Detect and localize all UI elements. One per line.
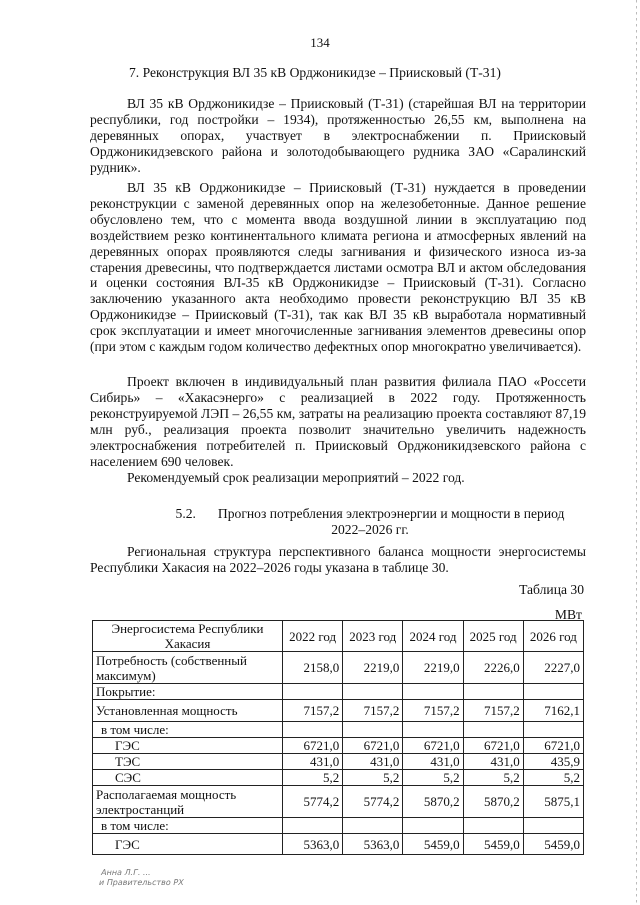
cell-value: 5,2 <box>523 770 583 786</box>
row-label: Располагаемая мощность электростанций <box>93 786 283 818</box>
cell-value: 5459,0 <box>463 834 523 855</box>
cell-value: 5,2 <box>283 770 343 786</box>
cell-value <box>283 818 343 834</box>
row-label: в том числе: <box>93 818 283 834</box>
subsection-title-line1: Прогноз потребления электроэнергии и мощности в период <box>217 506 565 521</box>
power-balance-table <box>92 620 584 855</box>
cell-value: 5,2 <box>343 770 403 786</box>
table-row <box>93 700 584 722</box>
scan-edge-dots <box>636 0 637 905</box>
cell-value: 2226,0 <box>463 652 523 684</box>
header-year: 2023 год <box>343 621 403 652</box>
cell-value: 6721,0 <box>283 738 343 754</box>
cell-value: 5774,2 <box>283 786 343 818</box>
cell-value: 2158,0 <box>283 652 343 684</box>
cell-value: 7157,2 <box>463 700 523 722</box>
cell-value: 2219,0 <box>403 652 463 684</box>
table-row <box>93 722 584 738</box>
cell-value: 5870,2 <box>463 786 523 818</box>
table-row <box>93 754 584 770</box>
cell-value <box>463 818 523 834</box>
row-label: СЭС <box>93 770 283 786</box>
subsection-number: 5.2. <box>175 506 196 521</box>
table-row <box>93 738 584 754</box>
cell-value <box>403 818 463 834</box>
cell-value: 6721,0 <box>463 738 523 754</box>
table-row <box>93 834 584 855</box>
cell-value <box>403 684 463 700</box>
cell-value: 431,0 <box>343 754 403 770</box>
header-year: 2025 год <box>463 621 523 652</box>
cell-value: 5363,0 <box>343 834 403 855</box>
row-label: Потребность (собственный максимум) <box>93 652 283 684</box>
table-row <box>93 684 584 700</box>
cell-value <box>343 684 403 700</box>
cell-value: 2219,0 <box>343 652 403 684</box>
table-units: МВт <box>554 607 582 622</box>
cell-value: 7157,2 <box>403 700 463 722</box>
cell-value <box>523 722 583 738</box>
cell-value: 5,2 <box>403 770 463 786</box>
table-row <box>93 652 584 684</box>
row-label: Установленная мощность <box>93 700 283 722</box>
cell-value: 5459,0 <box>403 834 463 855</box>
cell-value: 7157,2 <box>283 700 343 722</box>
stamp-line-2: и Правительство РХ <box>98 878 185 887</box>
table-row <box>93 818 584 834</box>
cell-value: 431,0 <box>403 754 463 770</box>
cell-value <box>523 818 583 834</box>
signature-stamp <box>98 868 187 888</box>
cell-value: 5363,0 <box>283 834 343 855</box>
cell-value <box>523 684 583 700</box>
intro-paragraph: Региональная структура перспективного баланса мощности энергосистемы Республики Хакасия на 2022–2026 годы указана в таблице 30. <box>90 544 586 575</box>
row-label: ГЭС <box>93 738 283 754</box>
row-label: ГЭС <box>93 834 283 855</box>
table-row <box>93 770 584 786</box>
cell-value <box>283 684 343 700</box>
page-number: 134 <box>310 35 330 50</box>
cell-value <box>463 722 523 738</box>
row-label: ТЭС <box>93 754 283 770</box>
cell-value <box>343 818 403 834</box>
table-header-row <box>93 621 584 652</box>
stamp-line-1: Анна Л.Г. ... <box>100 868 152 877</box>
cell-value: 431,0 <box>283 754 343 770</box>
cell-value: 7162,1 <box>523 700 583 722</box>
cell-value: 2227,0 <box>523 652 583 684</box>
header-year: 2024 год <box>403 621 463 652</box>
paragraph-2: ВЛ 35 кВ Орджоникидзе – Приисковый (Т-31) нуждается в проведении реконструкции с заменой деревянных опор на железобетонные. Данное решение обусловлено тем, что с момента ввода воздушной линии в эксплуатацию под воздействием резко континентального климата региона и атмосферных явлений на деревянных опорах проявляются следы загнивания и физического износа из-за старения древесины, что подтверждается листами осмотра ВЛ и актом обследования и оценки состояния ВЛ-35 кВ Орджоникидзе – Приисковый (Т-31). Согласно заключению указанного акта необходимо провести реконструкцию ВЛ 35 кВ Орджоникидзе – Приисковый (Т-31), так как ВЛ 35 кВ выработала нормативный срок эксплуатации и имеет многочисленные загнивания элементов древесины опор (при этом с каждым годом количество дефектных опор многократно увеличивается). <box>90 180 586 355</box>
cell-value: 7157,2 <box>343 700 403 722</box>
section-heading: 7. Реконструкция ВЛ 35 кВ Орджоникидзе – Приисковый (Т-31) <box>129 65 501 80</box>
cell-value <box>463 684 523 700</box>
table-row <box>93 786 584 818</box>
subsection-title-line2: 2022–2026 гг. <box>331 522 409 537</box>
cell-value: 5459,0 <box>523 834 583 855</box>
cell-value <box>283 722 343 738</box>
cell-value: 5875,1 <box>523 786 583 818</box>
cell-value: 5774,2 <box>343 786 403 818</box>
row-label: Покрытие: <box>93 684 283 700</box>
cell-value: 6721,0 <box>343 738 403 754</box>
cell-value: 435,9 <box>523 754 583 770</box>
row-label: в том числе: <box>93 722 283 738</box>
cell-value: 431,0 <box>463 754 523 770</box>
header-year: 2026 год <box>523 621 583 652</box>
paragraph-1: ВЛ 35 кВ Орджоникидзе – Приисковый (Т-31) (старейшая ВЛ на территории республики, год постройки – 1934), протяженностью 26,55 км, выполнена на деревянных опорах, участвует в электроснабжении п. Приисковый Орджоникидзевского района и золотодобывающего рудника ЗАО «Саралинский рудник». <box>90 96 586 175</box>
cell-value <box>343 722 403 738</box>
header-system: Энергосистема Республики Хакасия <box>93 621 283 652</box>
paragraph-3: Проект включен в индивидуальный план развития филиала ПАО «Россети Сибирь» – «Хакасэнерго» с реализацией в 2022 году. Протяженность реконструируемой ЛЭП – 26,55 км, затраты на реализацию проекта составляют 87,19 млн руб., реализация проекта позволит значительно увеличить надежность электроснабжения потребителей п. Приисковый Орджоникидзевского района с населением 690 человек. <box>90 374 586 469</box>
cell-value: 6721,0 <box>403 738 463 754</box>
cell-value: 5870,2 <box>403 786 463 818</box>
paragraph-4: Рекомендуемый срок реализации мероприятий – 2022 год. <box>127 470 465 485</box>
cell-value <box>403 722 463 738</box>
table-caption: Таблица 30 <box>519 582 584 597</box>
cell-value: 6721,0 <box>523 738 583 754</box>
subsection-heading <box>150 506 590 538</box>
header-year: 2022 год <box>283 621 343 652</box>
cell-value: 5,2 <box>463 770 523 786</box>
